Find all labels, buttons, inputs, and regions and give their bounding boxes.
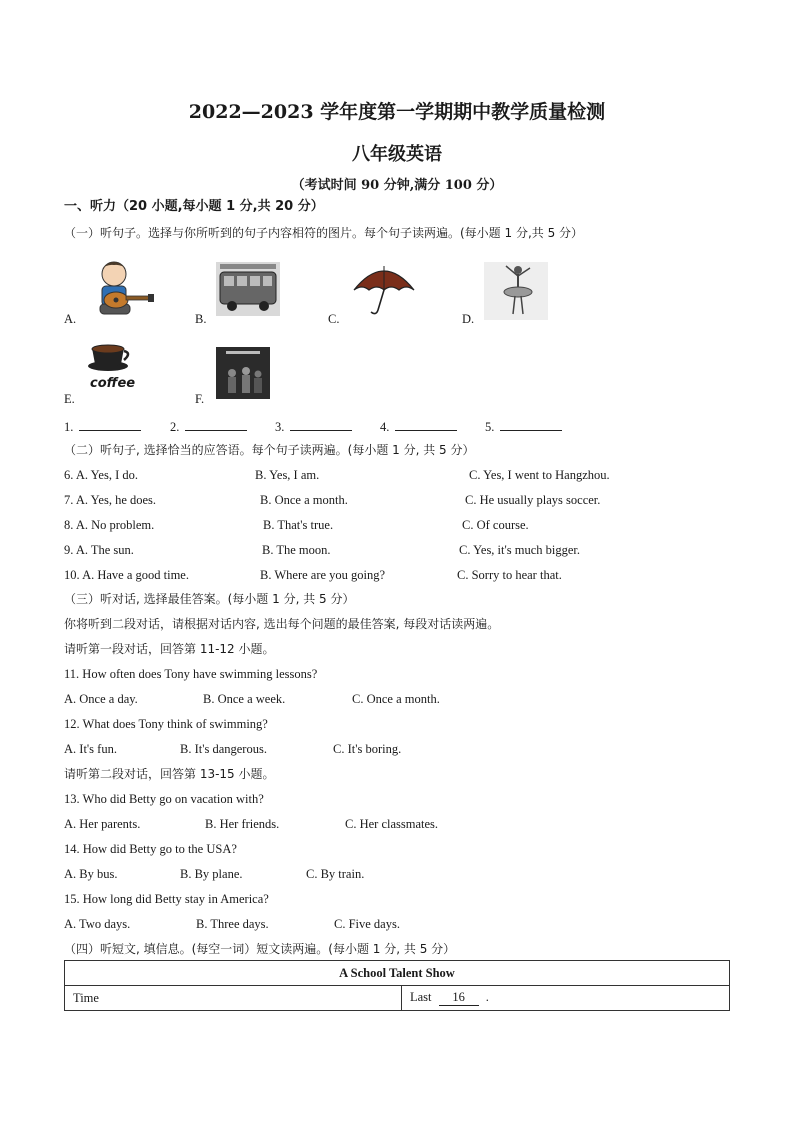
umbrella-icon xyxy=(350,260,418,320)
ballet-dancer-icon xyxy=(484,262,548,320)
option-c[interactable]: C. Once a month. xyxy=(352,692,440,706)
part4-heading: （四）听短文, 填信息。(每空一词）短文读两遍。(每小题 1 分, 共 5 分） xyxy=(64,942,456,956)
table-title: A School Talent Show xyxy=(65,961,730,986)
part3-heading: （三）听对话, 选择最佳答案。(每小题 1 分, 共 5 分） xyxy=(64,592,355,606)
option-b[interactable]: B. It's dangerous. xyxy=(180,742,267,756)
option-c[interactable]: C. Yes, it's much bigger. xyxy=(459,543,581,557)
option-a[interactable]: A. It's fun. xyxy=(64,742,117,756)
option-a[interactable]: A. Two days. xyxy=(64,917,131,931)
option-a[interactable]: 6. A. Yes, I do. xyxy=(64,468,138,482)
option-c[interactable]: C. It's boring. xyxy=(333,742,402,756)
answer-blank-2[interactable]: 2. xyxy=(170,419,247,435)
question-text: 13. Who did Betty go on vacation with? xyxy=(64,792,264,806)
part2-heading: （二）听句子, 选择恰当的应答语。每个句子读两遍。(每小题 1 分, 共 5 分） xyxy=(64,443,475,457)
option-c[interactable]: C. He usually plays soccer. xyxy=(465,493,601,507)
option-b[interactable]: B. Where are you going? xyxy=(260,568,386,582)
picture-letter-d: D. xyxy=(462,312,475,326)
coffee-caption: coffee xyxy=(90,376,136,391)
bus-icon xyxy=(216,262,280,316)
option-c[interactable]: C. Five days. xyxy=(334,917,400,931)
option-c[interactable]: C. By train. xyxy=(306,867,365,881)
dialog2-instruction: 请听第二段对话，回答第 13-15 小题。 xyxy=(64,767,275,781)
option-c[interactable]: C. Sorry to hear that. xyxy=(457,568,562,582)
option-c[interactable]: C. Of course. xyxy=(462,518,529,532)
picture-letter-f: F. xyxy=(195,392,205,406)
option-a[interactable]: 9. A. The sun. xyxy=(64,543,134,557)
option-a[interactable]: 10. A. Have a good time. xyxy=(64,568,189,582)
option-b[interactable]: B. The moon. xyxy=(262,543,331,557)
picture-letter-e: E. xyxy=(64,392,75,406)
option-b[interactable]: B. By plane. xyxy=(180,867,243,881)
option-a[interactable]: 7. A. Yes, he does. xyxy=(64,493,157,507)
table-cell-value xyxy=(402,986,730,1011)
option-c[interactable]: C. Her classmates. xyxy=(345,817,439,831)
option-a[interactable]: A. By bus. xyxy=(64,867,118,881)
option-c[interactable]: C. Yes, I went to Hangzhou. xyxy=(469,468,610,482)
exam-title: 2022—2023 学年度第一学期期中教学质量检测 xyxy=(188,101,606,123)
movie-poster-icon xyxy=(216,347,270,399)
option-b[interactable]: B. That's true. xyxy=(263,518,334,532)
value-prefix: Last xyxy=(410,990,432,1004)
part3-intro: 你将听到二段对话，请根据对话内容, 选出每个问题的最佳答案, 每段对话读两遍。 xyxy=(64,617,500,631)
dialog1-instruction: 请听第一段对话，回答第 11-12 小题。 xyxy=(64,642,275,656)
table-header-row xyxy=(65,961,730,986)
value-suffix: . xyxy=(485,990,489,1004)
boy-guitar-icon xyxy=(86,254,156,320)
section-heading: 一、听力（20 小题,每小题 1 分,共 20 分） xyxy=(64,199,324,214)
exam-note: （考试时间 90 分钟,满分 100 分） xyxy=(291,178,503,193)
exam-subtitle: 八年级英语 xyxy=(352,144,442,165)
picture-letter-c: C. xyxy=(328,312,340,326)
answer-blank-4[interactable]: 4. xyxy=(380,419,457,435)
option-b[interactable]: B. Yes, I am. xyxy=(255,468,320,482)
option-b[interactable]: B. Once a month. xyxy=(260,493,348,507)
table-row xyxy=(65,986,730,1011)
option-a[interactable]: 8. A. No problem. xyxy=(64,518,155,532)
question-text: 11. How often does Tony have swimming lessons? xyxy=(64,667,318,681)
table-cell-label: Time xyxy=(65,986,402,1011)
part1-heading: （一）听句子。选择与你所听到的句子内容相符的图片。每个句子读两遍。(每小题 1 分,共 5 分） xyxy=(64,226,584,240)
answer-blank-3[interactable]: 3. xyxy=(275,419,352,435)
option-b[interactable]: B. Three days. xyxy=(196,917,269,931)
talent-show-table xyxy=(64,960,730,1011)
answer-blank-1[interactable]: 1. xyxy=(64,419,141,435)
answer-blank-5[interactable]: 5. xyxy=(485,419,562,435)
question-text: 15. How long did Betty stay in America? xyxy=(64,892,269,906)
answer-blank-16[interactable]: 16 xyxy=(439,990,479,1006)
question-text: 12. What does Tony think of swimming? xyxy=(64,717,268,731)
picture-letter-b: B. xyxy=(195,312,207,326)
question-text: 14. How did Betty go to the USA? xyxy=(64,842,237,856)
option-b[interactable]: B. Once a week. xyxy=(203,692,286,706)
option-b[interactable]: B. Her friends. xyxy=(205,817,280,831)
option-a[interactable]: A. Once a day. xyxy=(64,692,138,706)
option-a[interactable]: A. Her parents. xyxy=(64,817,141,831)
picture-letter-a: A. xyxy=(64,312,77,326)
